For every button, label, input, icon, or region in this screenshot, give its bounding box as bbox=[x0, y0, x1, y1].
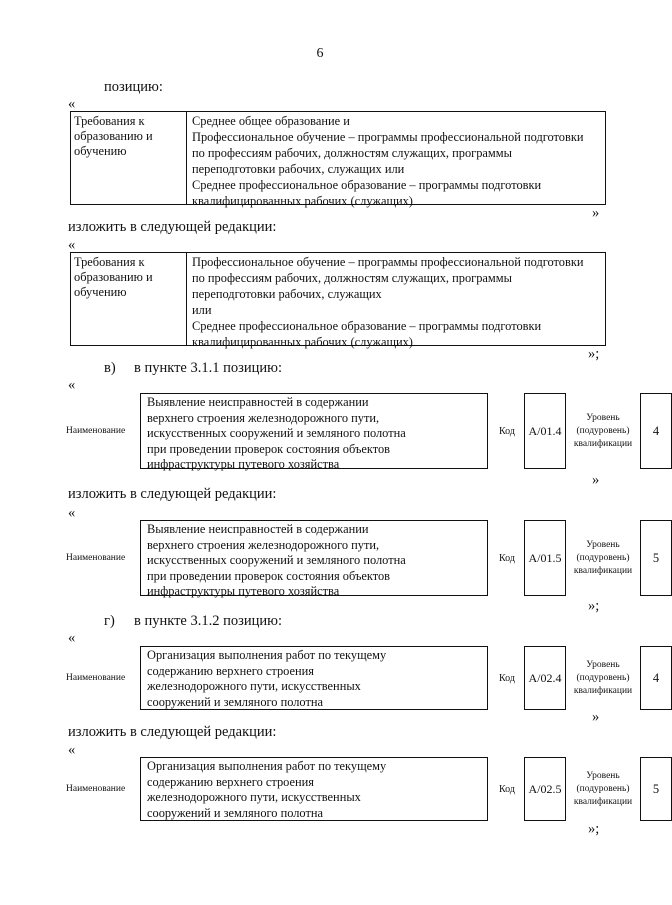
function-line: Организация выполнения работ по текущему bbox=[147, 759, 387, 773]
function-line: Выявление неисправностей в содержании bbox=[147, 522, 369, 536]
function-line: искусственных сооружений и земляного полотна bbox=[147, 553, 406, 567]
value-line: переподготовки рабочих, служащих или bbox=[192, 162, 405, 176]
function-line: Выявление неисправностей в содержании bbox=[147, 395, 369, 409]
function-row-new-2 bbox=[66, 757, 660, 821]
function-line: верхнего строения железнодорожного пути, bbox=[147, 537, 380, 552]
function-line: содержанию верхнего строения bbox=[147, 663, 314, 678]
item-text-v: в пункте 3.1.1 позицию: bbox=[134, 360, 282, 376]
function-name-box bbox=[140, 393, 488, 469]
heading-pozitsiyu: позицию: bbox=[104, 79, 163, 95]
label-line: обучению bbox=[74, 285, 127, 299]
code-value: A/01.4 bbox=[524, 393, 566, 469]
function-line: содержанию верхнего строения bbox=[147, 774, 314, 789]
level-value: 5 bbox=[640, 757, 672, 821]
close-quote-semicolon: »; bbox=[588, 346, 600, 362]
function-line: инфраструктуры путевого хозяйства bbox=[147, 457, 340, 471]
function-row-old-1 bbox=[66, 393, 660, 471]
close-quote: » bbox=[592, 472, 600, 488]
function-line: сооружений и земляного полотна bbox=[147, 694, 324, 709]
requirements-value bbox=[187, 253, 605, 349]
requirements-table-old bbox=[70, 111, 606, 208]
value-line: Профессиональное обучение – программы профессиональной подготовки bbox=[192, 255, 584, 269]
value-line: по профессиям рабочих, должностям служащих, программы bbox=[192, 146, 512, 160]
heading-izlozhit: изложить в следующей редакции: bbox=[68, 219, 277, 235]
function-name-box bbox=[140, 520, 488, 596]
label-line: обучению bbox=[74, 144, 127, 158]
open-quote: « bbox=[68, 630, 76, 646]
code-label: Код bbox=[499, 783, 515, 795]
level-label: Уровень (подуровень) квалификации bbox=[573, 659, 633, 696]
function-line: Организация выполнения работ по текущему bbox=[147, 648, 387, 662]
value-line: по профессиям рабочих, должностям служащих, программы bbox=[192, 271, 512, 285]
function-line: железнодорожного пути, искусственных bbox=[147, 679, 361, 693]
heading-izlozhit: изложить в следующей редакции: bbox=[68, 724, 277, 740]
function-line: верхнего строения железнодорожного пути, bbox=[147, 410, 380, 425]
level-value: 4 bbox=[640, 646, 672, 710]
function-line: при проведении проверок состояния объектов bbox=[147, 441, 391, 456]
value-line: Среднее общее образование и bbox=[192, 114, 350, 128]
open-quote: « bbox=[68, 505, 76, 521]
label-line: Требования к bbox=[74, 255, 145, 269]
function-row-new-1 bbox=[66, 520, 660, 598]
value-line: Среднее профессиональное образование – программы подготовки bbox=[192, 319, 542, 333]
code-label: Код bbox=[499, 552, 515, 564]
name-label: Наименование bbox=[66, 553, 126, 563]
level-label: Уровень (подуровень) квалификации bbox=[573, 539, 633, 576]
value-line: или bbox=[192, 303, 212, 317]
open-quote: « bbox=[68, 237, 76, 253]
label-line: образованию и bbox=[74, 270, 153, 284]
open-quote: « bbox=[68, 377, 76, 393]
item-letter-g: г) bbox=[104, 613, 115, 629]
name-label: Наименование bbox=[66, 784, 126, 794]
close-quote: » bbox=[592, 709, 600, 725]
value-line: квалифицированных рабочих (служащих) bbox=[192, 335, 413, 349]
function-line: при проведении проверок состояния объектов bbox=[147, 568, 391, 583]
name-label: Наименование bbox=[66, 673, 126, 683]
close-quote-semicolon: »; bbox=[588, 598, 600, 614]
function-name-box bbox=[140, 646, 488, 710]
requirements-label bbox=[71, 112, 187, 204]
code-value: A/02.4 bbox=[524, 646, 566, 710]
close-quote-semicolon: »; bbox=[588, 821, 600, 837]
level-value: 5 bbox=[640, 520, 672, 596]
item-text-g: в пункте 3.1.2 позицию: bbox=[134, 613, 282, 629]
requirements-label bbox=[71, 253, 187, 345]
label-line: Требования к bbox=[74, 114, 145, 128]
code-label: Код bbox=[499, 425, 515, 437]
code-value: A/01.5 bbox=[524, 520, 566, 596]
value-line: квалифицированных рабочих (служащих) bbox=[192, 194, 413, 208]
value-line: Профессиональное обучение – программы профессиональной подготовки bbox=[192, 130, 584, 144]
value-line: Среднее профессиональное образование – программы подготовки bbox=[192, 178, 542, 192]
level-label: Уровень (подуровень) квалификации bbox=[573, 770, 633, 807]
code-value: A/02.5 bbox=[524, 757, 566, 821]
name-label: Наименование bbox=[66, 426, 126, 436]
value-line: переподготовки рабочих, служащих bbox=[192, 287, 382, 301]
label-line: образованию и bbox=[74, 129, 153, 143]
requirements-table-new bbox=[70, 252, 606, 349]
requirements-value bbox=[187, 112, 605, 208]
heading-izlozhit: изложить в следующей редакции: bbox=[68, 486, 277, 502]
function-name-box bbox=[140, 757, 488, 821]
open-quote: « bbox=[68, 96, 76, 112]
level-label: Уровень (подуровень) квалификации bbox=[573, 412, 633, 449]
function-line: искусственных сооружений и земляного полотна bbox=[147, 426, 406, 440]
function-row-old-2 bbox=[66, 646, 660, 710]
open-quote: « bbox=[68, 742, 76, 758]
item-letter-v: в) bbox=[104, 360, 116, 376]
level-value: 4 bbox=[640, 393, 672, 469]
function-line: инфраструктуры путевого хозяйства bbox=[147, 584, 340, 598]
function-line: железнодорожного пути, искусственных bbox=[147, 790, 361, 804]
function-line: сооружений и земляного полотна bbox=[147, 805, 324, 820]
close-quote: » bbox=[592, 205, 600, 221]
page-number: 6 bbox=[316, 46, 324, 61]
code-label: Код bbox=[499, 672, 515, 684]
